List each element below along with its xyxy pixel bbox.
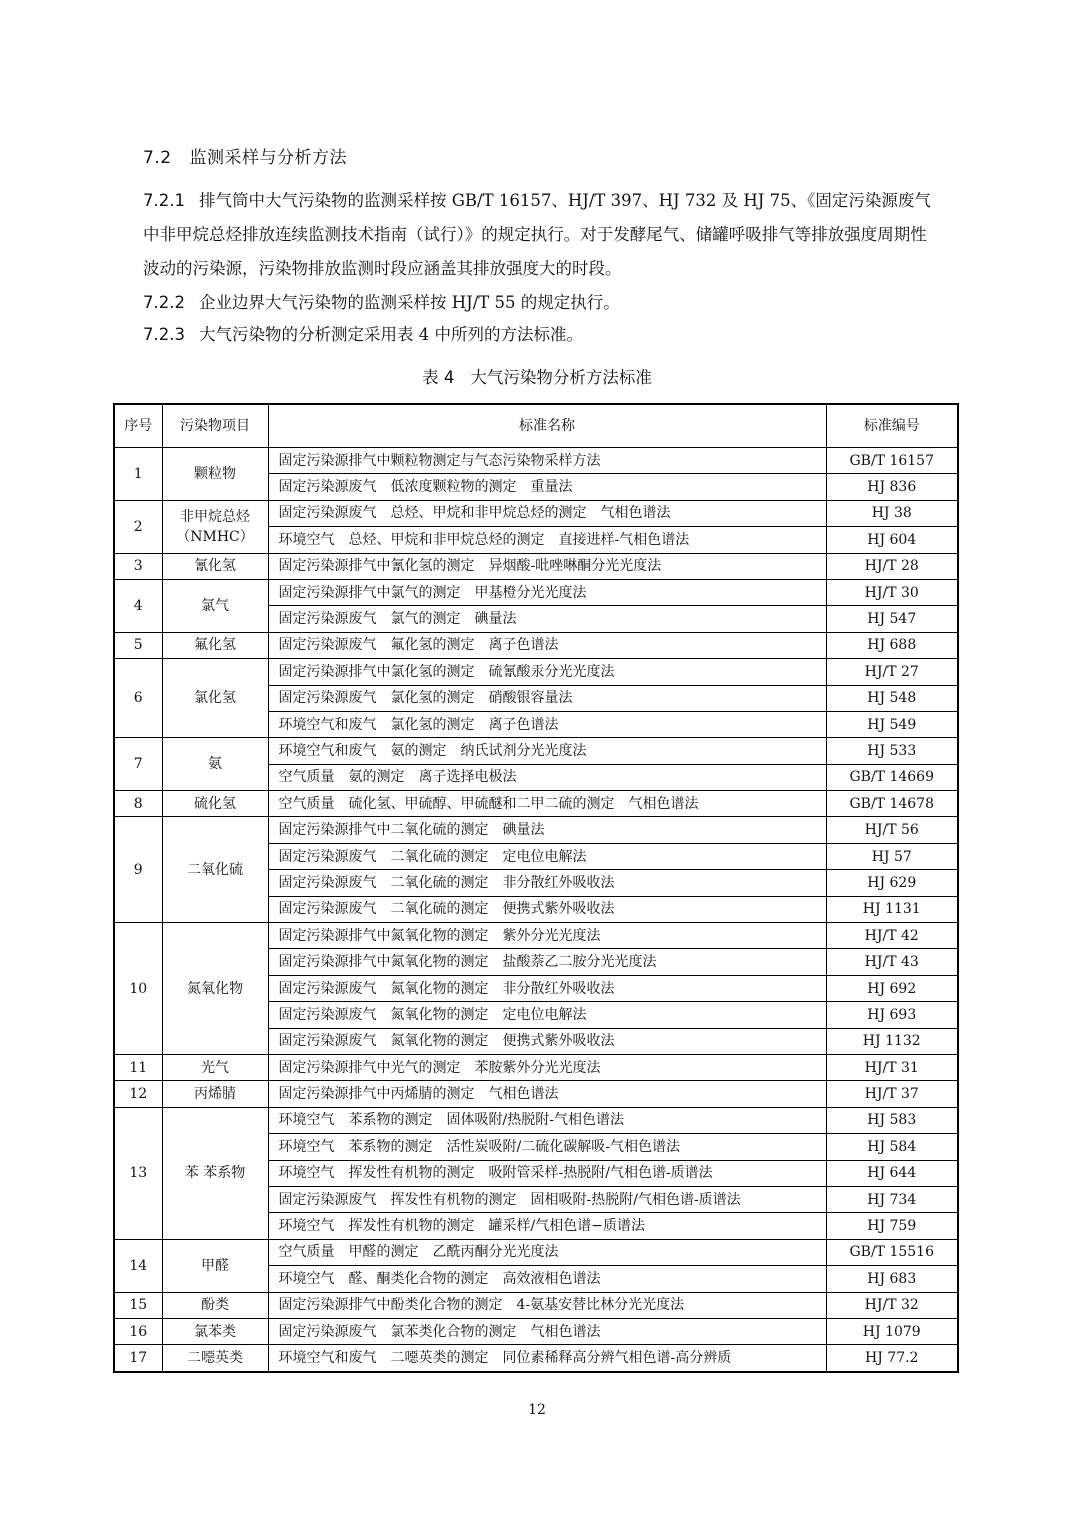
paragraph-number: 7.2.1 xyxy=(143,191,185,210)
cell-seq: 11 xyxy=(114,1054,162,1080)
section-number: 7.2 xyxy=(143,148,172,168)
analysis-methods-table xyxy=(113,403,959,1373)
cell-standard-name: 空气质量 氨的测定 离子选择电极法 xyxy=(268,764,826,790)
cell-standard-name: 固定污染源废气 氮氧化物的测定 非分散红外吸收法 xyxy=(268,975,826,1001)
cell-standard-code: HJ/T 30 xyxy=(826,579,958,605)
table-row xyxy=(114,632,958,658)
table-row xyxy=(114,1318,958,1344)
cell-pollutant-item: 氨 xyxy=(162,738,268,791)
table-row xyxy=(114,1292,958,1318)
cell-seq: 15 xyxy=(114,1292,162,1318)
cell-seq: 4 xyxy=(114,579,162,632)
section-title: 监测采样与分析方法 xyxy=(189,148,348,168)
cell-standard-name: 环境空气 挥发性有机物的测定 吸附管采样-热脱附/气相色谱-质谱法 xyxy=(268,1160,826,1186)
cell-pollutant-item: 甲醛 xyxy=(162,1239,268,1292)
paragraph-number: 7.2.3 xyxy=(143,325,185,344)
table-row xyxy=(114,1239,958,1265)
cell-standard-code: HJ 692 xyxy=(826,975,958,1001)
cell-pollutant-item: 氟化氢 xyxy=(162,632,268,658)
cell-standard-name: 固定污染源废气 二氧化硫的测定 非分散红外吸收法 xyxy=(268,870,826,896)
cell-standard-name: 固定污染源排气中光气的测定 苯胺紫外分光光度法 xyxy=(268,1054,826,1080)
cell-standard-name: 固定污染源废气 挥发性有机物的测定 固相吸附-热脱附/气相色谱-质谱法 xyxy=(268,1186,826,1212)
cell-standard-code: HJ/T 31 xyxy=(826,1054,958,1080)
table-row xyxy=(114,817,958,843)
cell-seq: 14 xyxy=(114,1239,162,1292)
cell-pollutant-item: 丙烯腈 xyxy=(162,1081,268,1107)
cell-standard-name: 固定污染源排气中氮氧化物的测定 紫外分光光度法 xyxy=(268,923,826,949)
table-row xyxy=(114,659,958,685)
paragraph-number: 7.2.2 xyxy=(143,293,185,312)
cell-standard-code: HJ 548 xyxy=(826,685,958,711)
cell-seq: 13 xyxy=(114,1107,162,1239)
cell-standard-name: 环境空气 总烃、甲烷和非甲烷总烃的测定 直接进样-气相色谱法 xyxy=(268,527,826,553)
table-header-row xyxy=(114,404,958,448)
cell-pollutant-item: 苯 苯系物 xyxy=(162,1107,268,1239)
table-row xyxy=(114,448,958,474)
table-row xyxy=(114,579,958,605)
cell-standard-name: 固定污染源排气中酚类化合物的测定 4-氨基安替比林分光光度法 xyxy=(268,1292,826,1318)
cell-standard-code: HJ/T 56 xyxy=(826,817,958,843)
cell-pollutant-item: 非甲烷总烃（NMHC） xyxy=(162,500,268,553)
cell-standard-name: 环境空气 醛、酮类化合物的测定 高效液相色谱法 xyxy=(268,1266,826,1292)
table-row xyxy=(114,1054,958,1080)
cell-standard-code: HJ 77.2 xyxy=(826,1345,958,1372)
paragraph-7-2-1 xyxy=(143,184,943,286)
cell-pollutant-item: 氯化氢 xyxy=(162,659,268,738)
cell-standard-name: 环境空气和废气 二噁英类的测定 同位素稀释高分辨气相色谱-高分辨质 xyxy=(268,1345,826,1372)
cell-seq: 2 xyxy=(114,500,162,553)
cell-seq: 1 xyxy=(114,448,162,501)
paragraph-7-2-2 xyxy=(143,286,943,320)
cell-standard-code: HJ/T 37 xyxy=(826,1081,958,1107)
cell-standard-code: HJ 533 xyxy=(826,738,958,764)
cell-standard-code: HJ 583 xyxy=(826,1107,958,1133)
page-number: 12 xyxy=(528,1402,546,1418)
cell-standard-code: HJ 759 xyxy=(826,1213,958,1239)
table-body xyxy=(114,448,958,1372)
cell-pollutant-item: 光气 xyxy=(162,1054,268,1080)
header-standard-name: 标准名称 xyxy=(268,404,826,448)
cell-standard-code: HJ 38 xyxy=(826,500,958,526)
cell-standard-name: 固定污染源废气 二氧化硫的测定 便携式紫外吸收法 xyxy=(268,896,826,922)
paragraph-text: 排气筒中大气污染物的监测采样按 GB/T 16157、HJ/T 397、HJ 732 及 HJ 75、《固定污染源废气中非甲烷总烃排放连续监测技术指南（试行）》的规定执行。对于发酵尾气、储罐呼吸排气等排放强度周期性波动的污染源，污染物排放监测时段应涵盖其排放强度大的时段。 xyxy=(143,191,931,278)
cell-seq: 12 xyxy=(114,1081,162,1107)
cell-standard-name: 固定污染源废气 低浓度颗粒物的测定 重量法 xyxy=(268,474,826,500)
cell-standard-code: HJ/T 28 xyxy=(826,553,958,579)
cell-pollutant-item: 氯苯类 xyxy=(162,1318,268,1344)
cell-standard-name: 固定污染源排气中氮氧化物的测定 盐酸萘乙二胺分光光度法 xyxy=(268,949,826,975)
cell-standard-code: HJ 683 xyxy=(826,1266,958,1292)
cell-pollutant-item: 二噁英类 xyxy=(162,1345,268,1372)
paragraph-7-2-3 xyxy=(143,318,943,352)
section-heading xyxy=(143,143,347,168)
table-row xyxy=(114,1107,958,1133)
cell-standard-name: 环境空气和废气 氨的测定 纳氏试剂分光光度法 xyxy=(268,738,826,764)
cell-standard-code: GB/T 14669 xyxy=(826,764,958,790)
cell-standard-code: HJ/T 43 xyxy=(826,949,958,975)
cell-standard-name: 固定污染源废气 氯苯类化合物的测定 气相色谱法 xyxy=(268,1318,826,1344)
cell-standard-name: 环境空气 苯系物的测定 固体吸附/热脱附-气相色谱法 xyxy=(268,1107,826,1133)
cell-seq: 16 xyxy=(114,1318,162,1344)
cell-standard-code: GB/T 15516 xyxy=(826,1239,958,1265)
cell-standard-name: 固定污染源排气中氯气的测定 甲基橙分光光度法 xyxy=(268,579,826,605)
cell-seq: 9 xyxy=(114,817,162,923)
cell-standard-name: 固定污染源排气中二氧化硫的测定 碘量法 xyxy=(268,817,826,843)
cell-standard-name: 固定污染源废气 总烃、甲烷和非甲烷总烃的测定 气相色谱法 xyxy=(268,500,826,526)
header-seq: 序号 xyxy=(114,404,162,448)
cell-standard-name: 环境空气 挥发性有机物的测定 罐采样/气相色谱−质谱法 xyxy=(268,1213,826,1239)
cell-seq: 6 xyxy=(114,659,162,738)
table-number: 表 4 xyxy=(422,368,455,387)
cell-standard-code: HJ 584 xyxy=(826,1134,958,1160)
cell-standard-code: HJ 644 xyxy=(826,1160,958,1186)
cell-seq: 5 xyxy=(114,632,162,658)
cell-standard-name: 固定污染源排气中氰化氢的测定 异烟酸-吡唑啉酮分光光度法 xyxy=(268,553,826,579)
cell-standard-code: HJ 693 xyxy=(826,1002,958,1028)
cell-seq: 8 xyxy=(114,791,162,817)
cell-standard-name: 固定污染源废气 氟化氢的测定 离子色谱法 xyxy=(268,632,826,658)
cell-standard-code: HJ 547 xyxy=(826,606,958,632)
table-row xyxy=(114,1081,958,1107)
cell-seq: 17 xyxy=(114,1345,162,1372)
header-standard-code: 标准编号 xyxy=(826,404,958,448)
table-row xyxy=(114,553,958,579)
cell-standard-name: 固定污染源排气中氯化氢的测定 硫氰酸汞分光光度法 xyxy=(268,659,826,685)
cell-seq: 3 xyxy=(114,553,162,579)
cell-standard-code: HJ 836 xyxy=(826,474,958,500)
cell-standard-code: HJ/T 32 xyxy=(826,1292,958,1318)
cell-standard-code: HJ 1131 xyxy=(826,896,958,922)
cell-standard-code: HJ/T 27 xyxy=(826,659,958,685)
cell-standard-name: 固定污染源废气 氮氧化物的测定 定电位电解法 xyxy=(268,1002,826,1028)
table-row xyxy=(114,500,958,526)
cell-pollutant-item: 二氧化硫 xyxy=(162,817,268,923)
cell-standard-code: HJ 1132 xyxy=(826,1028,958,1054)
table-row xyxy=(114,1345,958,1372)
paragraph-text: 企业边界大气污染物的监测采样按 HJ/T 55 的规定执行。 xyxy=(198,293,620,312)
cell-seq: 10 xyxy=(114,923,162,1055)
cell-standard-name: 空气质量 硫化氢、甲硫醇、甲硫醚和二甲二硫的测定 气相色谱法 xyxy=(268,791,826,817)
cell-pollutant-item: 氰化氢 xyxy=(162,553,268,579)
table-caption xyxy=(0,364,1074,388)
table-title: 大气污染物分析方法标准 xyxy=(470,368,652,387)
cell-pollutant-item: 颗粒物 xyxy=(162,448,268,501)
cell-standard-name: 固定污染源废气 氮氧化物的测定 便携式紫外吸收法 xyxy=(268,1028,826,1054)
cell-pollutant-item: 氮氧化物 xyxy=(162,923,268,1055)
cell-standard-code: HJ 1079 xyxy=(826,1318,958,1344)
cell-standard-name: 环境空气 苯系物的测定 活性炭吸附/二硫化碳解吸-气相色谱法 xyxy=(268,1134,826,1160)
paragraph-text: 大气污染物的分析测定采用表 4 中所列的方法标准。 xyxy=(198,325,583,344)
cell-standard-name: 固定污染源废气 二氧化硫的测定 定电位电解法 xyxy=(268,843,826,869)
table-row xyxy=(114,923,958,949)
table-row xyxy=(114,791,958,817)
cell-standard-name: 固定污染源废气 氯气的测定 碘量法 xyxy=(268,606,826,632)
cell-standard-code: HJ 688 xyxy=(826,632,958,658)
cell-standard-code: HJ/T 42 xyxy=(826,923,958,949)
cell-standard-code: HJ 549 xyxy=(826,711,958,737)
cell-standard-code: HJ 604 xyxy=(826,527,958,553)
cell-seq: 7 xyxy=(114,738,162,791)
cell-standard-code: HJ 629 xyxy=(826,870,958,896)
cell-standard-code: GB/T 14678 xyxy=(826,791,958,817)
cell-standard-code: GB/T 16157 xyxy=(826,448,958,474)
cell-pollutant-item: 硫化氢 xyxy=(162,791,268,817)
cell-standard-name: 环境空气和废气 氯化氢的测定 离子色谱法 xyxy=(268,711,826,737)
header-item: 污染物项目 xyxy=(162,404,268,448)
cell-standard-name: 空气质量 甲醛的测定 乙酰丙酮分光光度法 xyxy=(268,1239,826,1265)
cell-standard-name: 固定污染源废气 氯化氢的测定 硝酸银容量法 xyxy=(268,685,826,711)
table-row xyxy=(114,738,958,764)
cell-standard-code: HJ 734 xyxy=(826,1186,958,1212)
cell-pollutant-item: 酚类 xyxy=(162,1292,268,1318)
cell-pollutant-item: 氯气 xyxy=(162,579,268,632)
cell-standard-code: HJ 57 xyxy=(826,843,958,869)
cell-standard-name: 固定污染源排气中丙烯腈的测定 气相色谱法 xyxy=(268,1081,826,1107)
cell-standard-name: 固定污染源排气中颗粒物测定与气态污染物采样方法 xyxy=(268,448,826,474)
